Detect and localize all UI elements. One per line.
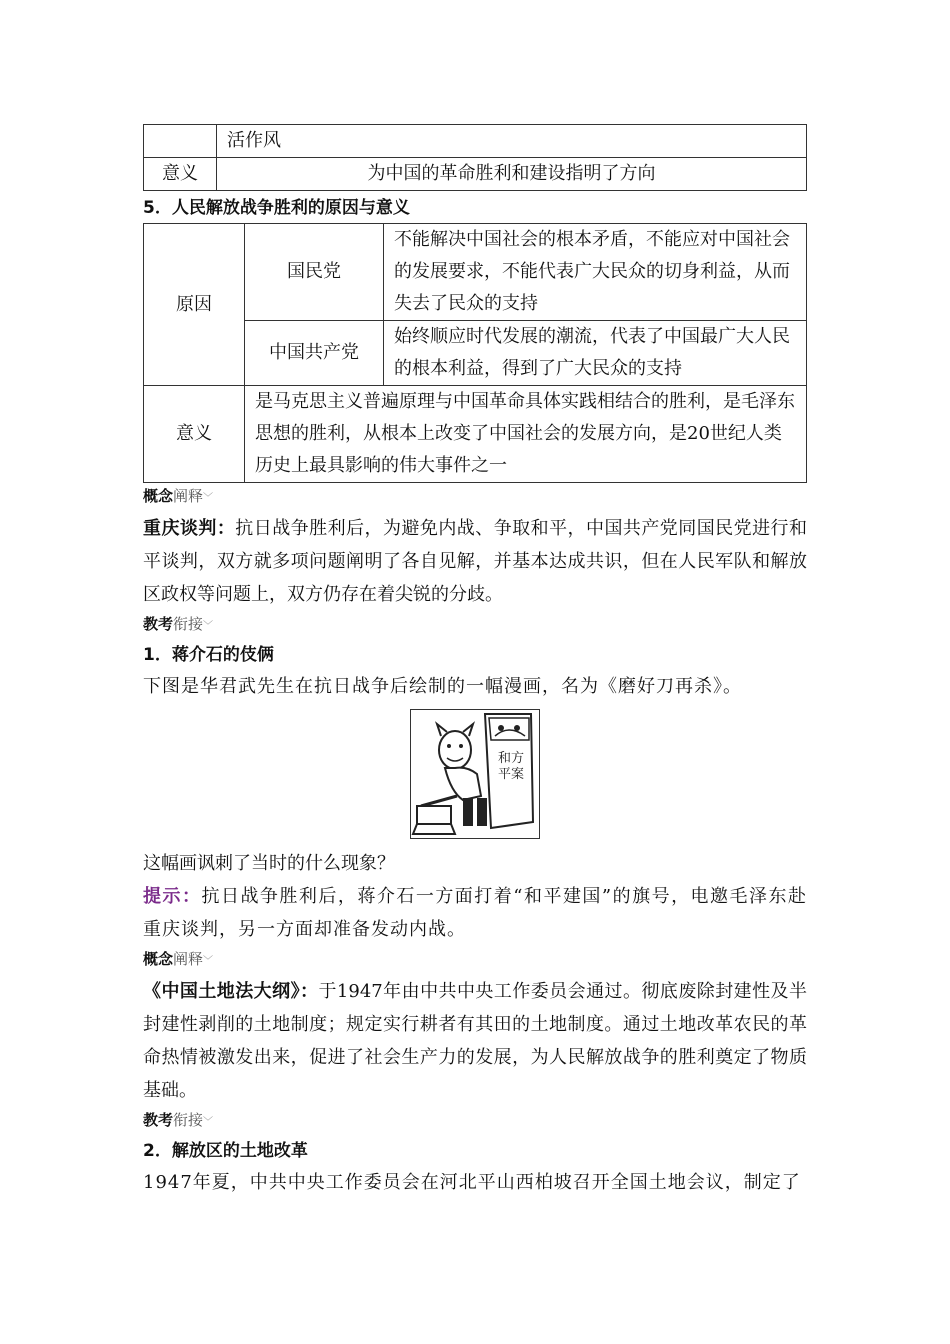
item-title: 2．解放区的土地改革 [143, 1141, 308, 1161]
tag-light: 衔接 [173, 615, 204, 633]
hint-paragraph [143, 880, 807, 946]
section-title: 5．人民解放战争胜利的原因与意义 [143, 198, 410, 218]
cartoon-image [410, 709, 540, 839]
table-cell: 不能解决中国社会的根本矛盾，不能应对中国社会的发展要求，不能代表广大民众的切身利益，从而失去了民众的支持 [384, 224, 807, 321]
cartoon-container [143, 709, 807, 839]
summary-table-1 [143, 124, 807, 191]
table-row [144, 386, 807, 483]
table-row [144, 125, 807, 158]
table-row [144, 224, 807, 321]
concept-tag [143, 948, 807, 973]
table-cell-empty [144, 125, 217, 158]
table-row [144, 158, 807, 191]
tag-bold: 概念 [143, 950, 174, 968]
link-tag [143, 613, 807, 638]
item-text: 1947年夏，中共中央工作委员会在河北平山西柏坡召开全国土地会议，制定了 [143, 1172, 801, 1193]
tag-bold: 教考 [143, 615, 174, 633]
item-title: 1．蒋介石的伎俩 [143, 645, 274, 665]
hint-label: 提示： [143, 886, 202, 907]
table-cell-label: 国民党 [245, 224, 384, 321]
table-cell: 为中国的革命胜利和建设指明了方向 [217, 158, 807, 191]
page-content [143, 124, 807, 1199]
table-cell-label: 意义 [144, 386, 245, 483]
table-cell: 活作风 [217, 125, 807, 158]
link-tag [143, 1109, 807, 1134]
table-cell: 始终顺应时代发展的潮流，代表了中国最广大人民的根本利益，得到了广大民众的支持 [384, 321, 807, 386]
tag-bold: 概念 [143, 487, 174, 505]
concept-term: 《中国土地法大纲》： [143, 981, 319, 1002]
chevron-down-icon: ﹀ [203, 621, 214, 632]
item-caption: 下图是华君武先生在抗日战争后绘制的一幅漫画，名为《磨好刀再杀》。 [143, 676, 742, 697]
summary-table-2 [143, 223, 807, 483]
chevron-down-icon: ﹀ [203, 1117, 214, 1128]
concept-text: 于1947年由中共中央工作委员会通过。彻底废除封建性及半封建性剥削的土地制度；规定实行耕者有其田的土地制度。通过土地改革农民的革命热情被激发出来，促进了社会生产力的发展，为人民解放战争的胜利奠定了物质基础。 [143, 981, 807, 1101]
table-cell-label: 原因 [144, 224, 245, 386]
table-cell: 是马克思主义普遍原理与中国革命具体实践相结合的胜利，是毛泽东思想的胜利，从根本上改变了中国社会的发展方向，是20世纪人类历史上最具影响的伟大事件之一 [245, 386, 807, 483]
tag-light: 衔接 [173, 1111, 204, 1129]
cartoon-sign-line2: 平案 [497, 767, 525, 782]
table-cell-label: 意义 [144, 158, 217, 191]
chevron-down-icon: ﹀ [203, 956, 214, 967]
concept-paragraph [143, 512, 807, 611]
tag-light: 阐释 [173, 487, 204, 505]
cartoon-sign-line1: 和方 [497, 751, 525, 766]
concept-paragraph [143, 975, 807, 1107]
chevron-down-icon: ﹀ [203, 493, 214, 504]
tag-light: 阐释 [173, 950, 204, 968]
hint-text: 抗日战争胜利后，蒋介石一方面打着“和平建国”的旗号，电邀毛泽东赴重庆谈判，另一方面却准备发动内战。 [143, 886, 807, 940]
question: 这幅画讽刺了当时的什么现象？ [143, 853, 395, 874]
tag-bold: 教考 [143, 1111, 174, 1129]
table-cell-label: 中国共产党 [245, 321, 384, 386]
concept-text: 抗日战争胜利后，为避免内战、争取和平，中国共产党同国民党进行和平谈判，双方就多项问题阐明了各自见解，并基本达成共识，但在人民军队和解放区政权等问题上，双方仍存在着尖锐的分歧。 [143, 518, 808, 605]
concept-tag [143, 485, 807, 510]
concept-term: 重庆谈判： [143, 518, 236, 539]
